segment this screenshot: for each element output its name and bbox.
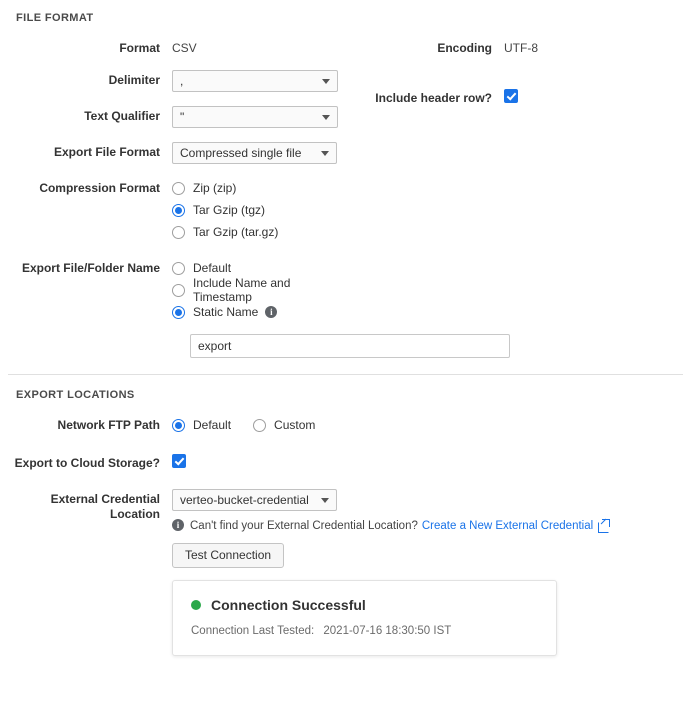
chevron-down-icon bbox=[321, 151, 329, 156]
export-to-cloud-field bbox=[172, 453, 691, 468]
file-name-option-default-label: Default bbox=[193, 261, 232, 275]
include-header-row bbox=[352, 88, 691, 105]
compression-option-targz[interactable] bbox=[172, 222, 352, 242]
ftp-options-group bbox=[172, 415, 691, 435]
compression-option-targz-label: Tar Gzip (tar.gz) bbox=[193, 225, 279, 239]
static-name-input-row bbox=[0, 334, 691, 358]
compression-format-row bbox=[0, 178, 352, 244]
delimiter-label: Delimiter bbox=[108, 73, 160, 87]
external-credential-label: External Credential Location bbox=[50, 492, 160, 521]
file-format-left-column bbox=[0, 24, 352, 324]
external-link-icon bbox=[598, 522, 609, 533]
chevron-down-icon bbox=[321, 498, 329, 503]
ftp-option-custom-label: Custom bbox=[274, 418, 316, 432]
encoding-row bbox=[352, 38, 691, 55]
format-value: CSV bbox=[172, 41, 197, 55]
network-ftp-path-label: Network FTP Path bbox=[57, 418, 160, 432]
compression-format-label: Compression Format bbox=[39, 181, 160, 195]
file-format-right-column bbox=[352, 24, 691, 324]
connection-last-tested-value: 2021-07-16 18:30:50 IST bbox=[323, 625, 452, 637]
file-format-grid bbox=[0, 24, 691, 324]
compression-option-tgz-label: Tar Gzip (tgz) bbox=[193, 203, 266, 217]
chevron-down-icon bbox=[322, 79, 330, 84]
compression-option-tgz[interactable] bbox=[172, 200, 352, 220]
file-name-option-static[interactable] bbox=[172, 302, 352, 322]
connection-status-card bbox=[172, 580, 557, 656]
delimiter-field bbox=[172, 70, 352, 92]
file-name-option-default[interactable] bbox=[172, 258, 352, 278]
export-to-cloud-checkbox[interactable] bbox=[172, 454, 186, 468]
encoding-value: UTF-8 bbox=[504, 41, 538, 55]
include-header-field bbox=[504, 88, 518, 103]
radio-icon-selected[interactable] bbox=[172, 306, 185, 319]
delimiter-select[interactable] bbox=[172, 70, 338, 92]
external-credential-select[interactable] bbox=[172, 489, 337, 511]
compression-option-zip[interactable] bbox=[172, 178, 352, 198]
text-qualifier-field bbox=[172, 106, 352, 128]
radio-icon[interactable] bbox=[253, 419, 266, 432]
static-name-field bbox=[190, 334, 691, 358]
include-header-label: Include header row? bbox=[375, 91, 492, 105]
credential-hint-text: Can't find your External Credential Location? bbox=[190, 520, 418, 532]
delimiter-row bbox=[0, 70, 352, 92]
file-name-option-timestamp-label: Include Name and Timestamp bbox=[193, 276, 291, 304]
credential-hint bbox=[172, 520, 691, 532]
network-ftp-path-options bbox=[172, 415, 691, 435]
connection-last-tested-label: Connection Last Tested: bbox=[191, 625, 315, 637]
compression-option-zip-label: Zip (zip) bbox=[193, 181, 237, 195]
text-qualifier-row bbox=[0, 106, 352, 128]
chevron-down-icon bbox=[322, 115, 330, 120]
info-icon[interactable]: i bbox=[172, 519, 184, 531]
export-to-cloud-label: Export to Cloud Storage? bbox=[14, 456, 160, 470]
file-name-option-timestamp[interactable] bbox=[172, 276, 352, 304]
format-row bbox=[0, 38, 352, 56]
radio-icon-selected[interactable] bbox=[172, 204, 185, 217]
ftp-option-default-label: Default bbox=[193, 418, 232, 432]
radio-icon-selected[interactable] bbox=[172, 419, 185, 432]
export-file-format-label: Export File Format bbox=[53, 145, 160, 159]
encoding-label: Encoding bbox=[437, 41, 492, 55]
export-file-folder-name-options bbox=[172, 258, 352, 324]
connection-status-header bbox=[191, 597, 538, 613]
radio-icon[interactable] bbox=[172, 262, 185, 275]
compression-format-options bbox=[172, 178, 352, 244]
network-ftp-path-row bbox=[0, 415, 691, 435]
file-name-option-static-label: Static Name bbox=[193, 305, 259, 319]
file-format-section-title: FILE FORMAT bbox=[16, 12, 94, 24]
create-external-credential-link[interactable]: Create a New External Credential bbox=[421, 520, 594, 532]
radio-icon[interactable] bbox=[172, 182, 185, 195]
export-file-format-value: Compressed single file bbox=[180, 146, 302, 160]
encoding-field bbox=[504, 38, 538, 55]
export-locations-section-title: EXPORT LOCATIONS bbox=[16, 389, 135, 401]
static-name-spacer bbox=[0, 334, 160, 337]
export-file-format-select[interactable] bbox=[172, 142, 337, 164]
export-to-cloud-row bbox=[0, 453, 691, 471]
include-header-checkbox[interactable] bbox=[504, 89, 518, 103]
info-icon[interactable]: i bbox=[265, 306, 277, 318]
export-file-format-field bbox=[172, 142, 352, 164]
static-name-input[interactable] bbox=[190, 334, 510, 358]
radio-icon[interactable] bbox=[172, 284, 185, 297]
export-file-folder-name-row bbox=[0, 258, 352, 324]
test-connection-button[interactable]: Test Connection bbox=[172, 543, 284, 568]
success-dot-icon bbox=[191, 600, 201, 610]
export-file-folder-name-label: Export File/Folder Name bbox=[21, 261, 160, 275]
export-file-format-row bbox=[0, 142, 352, 164]
connection-status-title: Connection Successful bbox=[211, 597, 366, 613]
external-credential-row bbox=[0, 489, 691, 656]
delimiter-select-value: , bbox=[180, 74, 184, 88]
external-credential-value: verteo-bucket-credential bbox=[180, 493, 309, 507]
radio-icon[interactable] bbox=[172, 226, 185, 239]
format-label: Format bbox=[119, 41, 160, 55]
text-qualifier-select-value: " bbox=[180, 110, 185, 124]
text-qualifier-select[interactable] bbox=[172, 106, 338, 128]
format-field bbox=[172, 38, 352, 55]
connection-last-tested bbox=[191, 625, 538, 637]
text-qualifier-label: Text Qualifier bbox=[84, 109, 160, 123]
external-credential-field bbox=[172, 489, 691, 656]
